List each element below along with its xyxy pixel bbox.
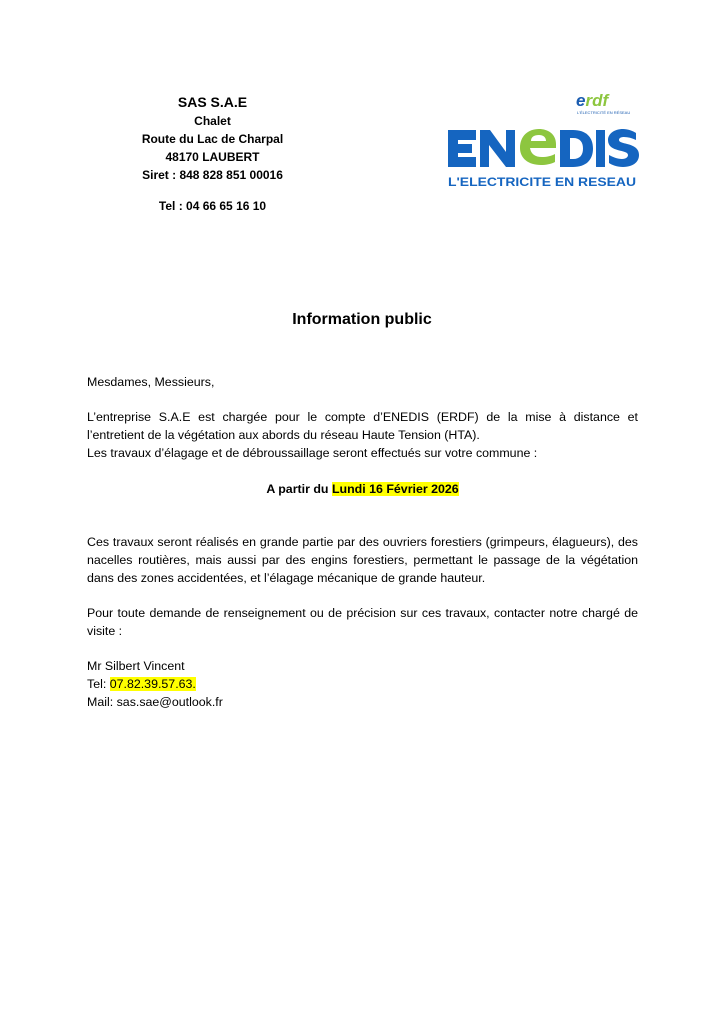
contact-block [87, 657, 638, 711]
svg-text:erdf [576, 91, 610, 110]
start-date: Lundi 16 Février 2026 [331, 482, 459, 496]
contact-mail-label: Mail: [87, 695, 117, 709]
enedis-letter-e-green [520, 129, 556, 165]
erdf-letter-f: f [602, 91, 609, 110]
contact-mail [87, 693, 638, 711]
sender-address-line: Route du Lac de Charpal [141, 132, 284, 146]
enedis-tagline: L'ELECTRICITE EN RESEAU [448, 175, 636, 189]
erdf-letter-r: r [585, 91, 593, 110]
enedis-logo [448, 128, 639, 189]
contact-tel-label: Tel: [87, 677, 110, 691]
enedis-letter-s [608, 129, 639, 167]
sender-address-line: 48170 LAUBERT [165, 150, 260, 164]
methods-paragraph: Ces travaux seront réalisés en grande partie par des ouvriers forestiers (grimpeurs, élagueurs), des nacelles routières, mais aussi par des engins forestiers, permettant le passage de la végétation dans des zones accidentées, et l’élagage mécanique de grande hauteur. [87, 535, 638, 585]
sender-spacer [110, 184, 315, 197]
logos [440, 86, 640, 196]
contact-tel-value: 07.82.39.57.63. [109, 677, 196, 691]
erdf-letter-d: d [592, 91, 603, 110]
document-title: Information public [292, 311, 432, 328]
contact-request-paragraph: Pour toute demande de renseignement ou de précision sur ces travaux, contacter notre chargé de visite : [87, 606, 638, 638]
sender-block [110, 92, 315, 215]
enedis-letter-i [596, 130, 605, 167]
start-date-line [87, 480, 638, 498]
sender-phone: Tel : 04 66 65 16 10 [158, 199, 267, 213]
contact-tel [87, 675, 638, 693]
contact-mail-value: sas.sae@outlook.fr [116, 695, 223, 709]
sender-address-line: Chalet [194, 114, 231, 128]
erdf-letter-e: e [576, 91, 586, 110]
start-prefix: A partir du [266, 482, 332, 496]
intro-line: L’entreprise S.A.E est chargée pour le compte d’ENEDIS (ERDF) de la mise à distance et l’entretient de la végétation aux abords du réseau Haute Tension (HTA). [87, 410, 638, 442]
erdf-tagline: L'ÉLECTRICITÉ EN RÉSEAU [577, 110, 631, 115]
erdf-logo [576, 91, 630, 115]
intro-paragraph [87, 408, 638, 462]
greeting: Mesdames, Messieurs, [87, 375, 215, 389]
enedis-e-stem [448, 130, 458, 167]
sender-siret: Siret : 848 828 851 00016 [142, 168, 283, 182]
sender-company: SAS S.A.E [177, 94, 248, 110]
contact-name: Mr Silbert Vincent [87, 659, 185, 673]
intro-line: Les travaux d’élagage et de débroussaillage seront effectués sur votre commune : [87, 446, 538, 460]
